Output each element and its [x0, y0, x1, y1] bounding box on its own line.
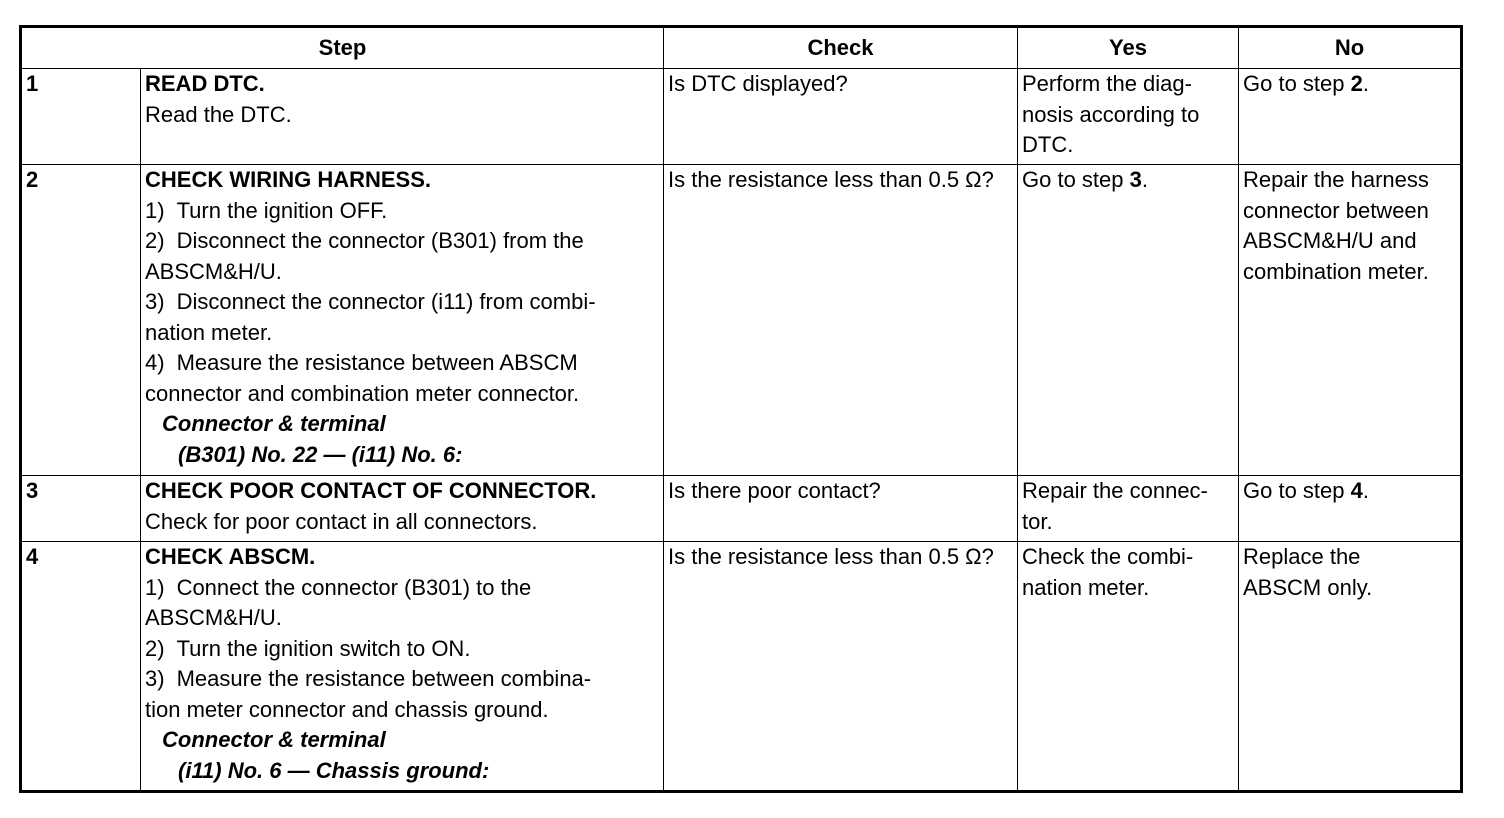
substep-number: 4) [145, 350, 165, 375]
substep-number: 3) [145, 666, 165, 691]
step-line [145, 318, 659, 349]
yes-cell [1018, 542, 1239, 792]
substep-text: Disconnect the connector (i11) from combi- [176, 289, 596, 314]
header-step: Step [21, 27, 664, 69]
substep-text: Disconnect the connector (B301) from the [176, 228, 584, 253]
yes-text-suffix: . [1141, 167, 1148, 192]
yes-line: nosis according to [1022, 101, 1200, 127]
step-line [145, 287, 659, 318]
step-cell [141, 476, 664, 542]
substep-number: 1) [145, 574, 165, 600]
yes-text: Go to step [1022, 167, 1130, 192]
yes-line: Check the combi- [1022, 544, 1194, 569]
no-text: Go to step [1243, 478, 1351, 503]
step-line [145, 379, 659, 410]
yes-line: Repair the connec- [1022, 478, 1208, 503]
check-text: Is there poor contact? [668, 478, 881, 503]
step-line [145, 348, 659, 379]
substep-text: ABSCM&H/U. [145, 258, 282, 284]
header-no: No [1239, 27, 1462, 69]
check-text: Is DTC displayed? [668, 71, 848, 96]
no-cell [1239, 165, 1462, 476]
substep-number: 3) [145, 289, 165, 314]
step-line: Check for poor contact in all connectors. [145, 508, 538, 534]
step-title: CHECK POOR CONTACT OF CONNECTOR. [145, 478, 597, 503]
no-step-ref: 4 [1350, 478, 1363, 503]
check-text: Is the resistance less than 0.5 Ω? [668, 544, 994, 569]
no-line: connector between [1243, 197, 1429, 223]
step-number: 3 [21, 476, 141, 542]
step-line [145, 573, 659, 604]
substep-text: tion meter connector and chassis ground. [145, 696, 549, 722]
step-cell [141, 542, 664, 792]
step-title: CHECK WIRING HARNESS. [145, 167, 432, 192]
no-line: Repair the harness [1243, 167, 1429, 192]
yes-line: Perform the diag- [1022, 71, 1192, 96]
step-number: 2 [21, 165, 141, 476]
substep-number: 1) [145, 197, 165, 223]
substep-text: Measure the resistance between ABSCM [176, 350, 578, 375]
spec-value: (i11) No. 6 — Chassis ground: [178, 757, 490, 783]
check-text: Is the resistance less than 0.5 Ω? [668, 167, 994, 192]
no-text-suffix: . [1362, 71, 1369, 96]
yes-cell [1018, 165, 1239, 476]
yes-step-ref: 3 [1129, 167, 1142, 192]
no-cell [1239, 542, 1462, 792]
no-step-ref: 2 [1350, 71, 1363, 96]
table-row [21, 165, 1462, 476]
spec-label: Connector & terminal [162, 727, 386, 752]
check-cell [664, 476, 1018, 542]
table-row [21, 542, 1462, 792]
substep-text: Turn the ignition OFF. [176, 197, 388, 223]
no-cell [1239, 69, 1462, 165]
substep-text: Turn the ignition switch to ON. [176, 635, 471, 661]
step-line [145, 695, 659, 726]
yes-cell [1018, 476, 1239, 542]
header-check: Check [664, 27, 1018, 69]
no-line: combination meter. [1243, 258, 1429, 284]
step-line [145, 196, 659, 227]
check-cell [664, 165, 1018, 476]
no-text-suffix: . [1362, 478, 1369, 503]
no-line: Replace the [1243, 544, 1361, 569]
step-title: READ DTC. [145, 71, 265, 96]
step-line: Read the DTC. [145, 101, 292, 127]
substep-text: connector and combination meter connector. [145, 380, 580, 406]
step-line [145, 603, 659, 634]
substep-text: ABSCM&H/U. [145, 605, 282, 630]
step-cell [141, 165, 664, 476]
substep-number: 2) [145, 228, 165, 253]
no-cell [1239, 476, 1462, 542]
spec-label: Connector & terminal [162, 411, 386, 436]
step-line [145, 664, 659, 695]
substep-text: Connect the connector (B301) to the [176, 574, 532, 600]
header-row [21, 27, 1462, 69]
step-line [145, 226, 659, 257]
yes-line: DTC. [1022, 132, 1074, 157]
step-number: 4 [21, 542, 141, 792]
no-line: ABSCM only. [1243, 574, 1373, 600]
step-line [145, 257, 659, 288]
substep-text: nation meter. [145, 319, 273, 345]
no-line: ABSCM&H/U and [1243, 228, 1417, 253]
yes-line: nation meter. [1022, 574, 1150, 600]
step-cell [141, 69, 664, 165]
substep-number: 2) [145, 635, 165, 661]
header-yes: Yes [1018, 27, 1239, 69]
diagnosis-table [19, 25, 1463, 793]
step-title: CHECK ABSCM. [145, 544, 316, 569]
table-row [21, 69, 1462, 165]
yes-line: tor. [1022, 508, 1053, 534]
spec-value: (B301) No. 22 — (i11) No. 6: [178, 441, 463, 467]
check-cell [664, 69, 1018, 165]
check-cell [664, 542, 1018, 792]
yes-cell [1018, 69, 1239, 165]
step-number: 1 [21, 69, 141, 165]
table-row [21, 476, 1462, 542]
no-text: Go to step [1243, 71, 1351, 96]
substep-text: Measure the resistance between combina- [176, 666, 592, 691]
step-line [145, 634, 659, 665]
